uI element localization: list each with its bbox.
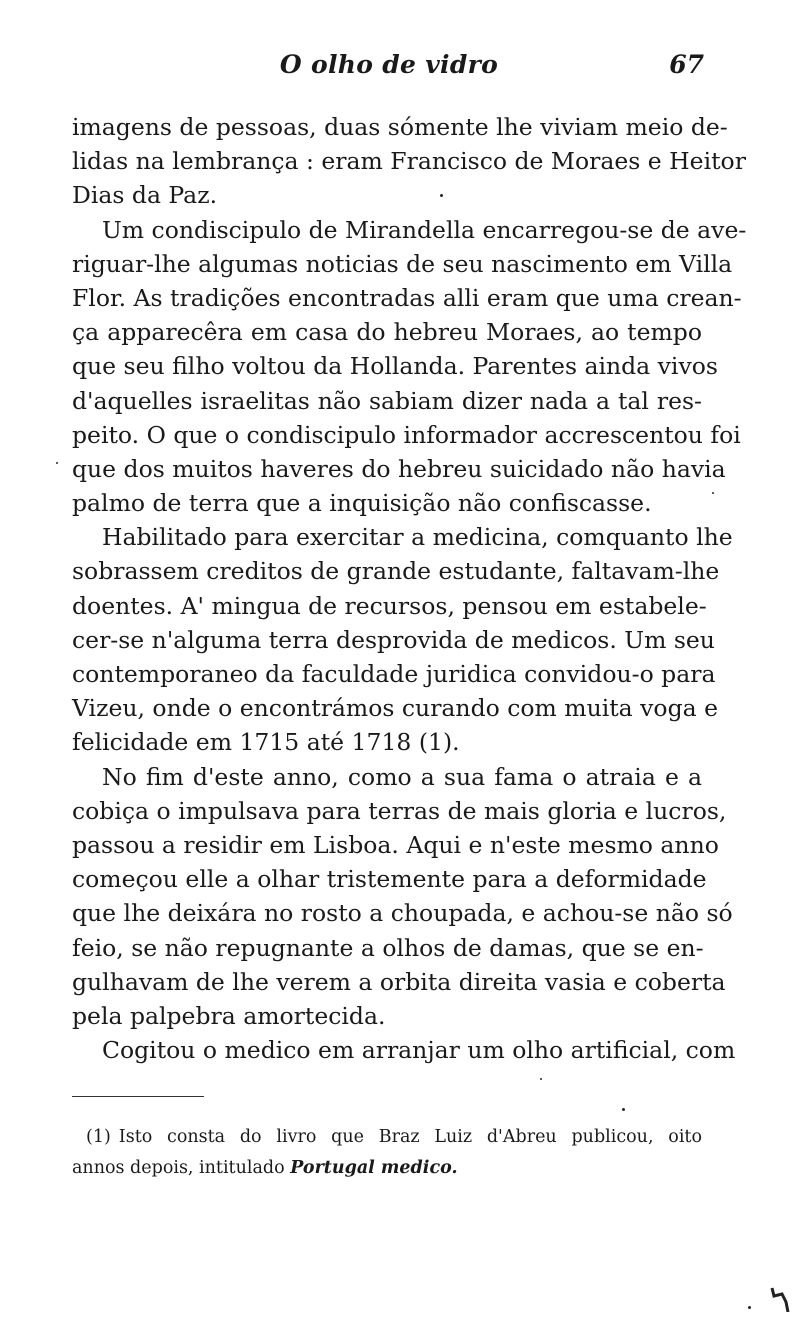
text-line: contemporaneo da faculdade juridica convidou-o para (72, 660, 716, 688)
text-line: No fim d'este anno, como a sua fama o atraia e a (102, 762, 702, 791)
text-line: Habilitado para exercitar a medicina, comquanto lhe (102, 523, 733, 552)
footnote-marker: (1) (86, 1127, 111, 1147)
text-line: peito. O que o condiscipulo informador accrescentou foi (72, 420, 741, 449)
footnote-text: Isto consta do livro que Braz Luiz d'Abreu publicou, oito (118, 1127, 702, 1147)
page-number: 67 (669, 50, 704, 79)
text-line: riguar-lhe algumas noticias de seu nascimento em Villa (72, 249, 733, 278)
print-speck (56, 462, 58, 464)
text-line: que seu filho voltou da Hollanda. Parentes ainda vivos (72, 352, 718, 381)
text-line: Flor. As tradições encontradas alli eram que uma crean- (72, 283, 742, 312)
footnote-text: annos depois, intitulado (72, 1158, 285, 1178)
text-line: Vizeu, onde o encontrámos curando com muita voga e (72, 694, 719, 723)
print-speck (440, 194, 443, 197)
text-line: feio, se não repugnante a olhos de damas, que se en- (72, 933, 704, 962)
print-speck (748, 1306, 751, 1309)
text-line: que dos muitos haveres do hebreu suicidado não havia (72, 454, 726, 483)
text-line: cer-se n'alguma terra desprovida de medicos. Um seu (72, 625, 715, 654)
text-line: pela palpebra amortecida. (72, 1001, 386, 1030)
text-line: ça apparecêra em casa do hebreu Moraes, ao tempo (72, 318, 702, 347)
body-text (72, 110, 747, 1067)
footnote-cited-title: Portugal medico. (290, 1158, 458, 1178)
footnote-line (72, 1153, 702, 1184)
text-line: sobrassem creditos de grande estudante, faltavam-lhe (72, 557, 720, 586)
print-speck (622, 1108, 625, 1111)
text-line: Um condiscipulo de Mirandella encarregou-se de ave- (102, 215, 747, 244)
print-speck (540, 1078, 542, 1080)
text-line: começou elle a olhar tristemente para a deformidade (72, 865, 707, 894)
text-line: passou a residir em Lisboa. Aqui e n'este mesmo anno (72, 830, 719, 859)
footnote-divider (72, 1096, 204, 1097)
footnote (72, 1122, 702, 1184)
footnote-line (72, 1122, 702, 1153)
text-line: cobiça o impulsava para terras de mais gloria e lucros, (72, 796, 727, 825)
corner-smudge (768, 1282, 790, 1312)
print-speck (712, 492, 714, 494)
text-line: que lhe deixára no rosto a choupada, e achou-se não só (72, 899, 733, 928)
text-line: doentes. A' mingua de recursos, pensou em estabele- (72, 591, 707, 620)
text-line: gulhavam de lhe verem a orbita direita vasia e coberta (72, 967, 726, 996)
text-line: lidas na lembrança : eram Francisco de Moraes e Heitor (72, 147, 746, 176)
running-head (72, 50, 706, 90)
text-line: imagens de pessoas, duas sómente lhe viviam meio de- (72, 113, 728, 141)
text-line: palmo de terra que a inquisição não confiscasse. (72, 489, 652, 518)
text-line: d'aquelles israelitas não sabiam dizer nada a tal res- (72, 386, 702, 415)
text-line: felicidade em 1715 até 1718 (1). (72, 728, 460, 757)
text-line: Cogitou o medico em arranjar um olho artificial, com (102, 1036, 736, 1065)
text-line: Dias da Paz. (72, 181, 218, 210)
running-title: O olho de vidro (279, 50, 499, 79)
